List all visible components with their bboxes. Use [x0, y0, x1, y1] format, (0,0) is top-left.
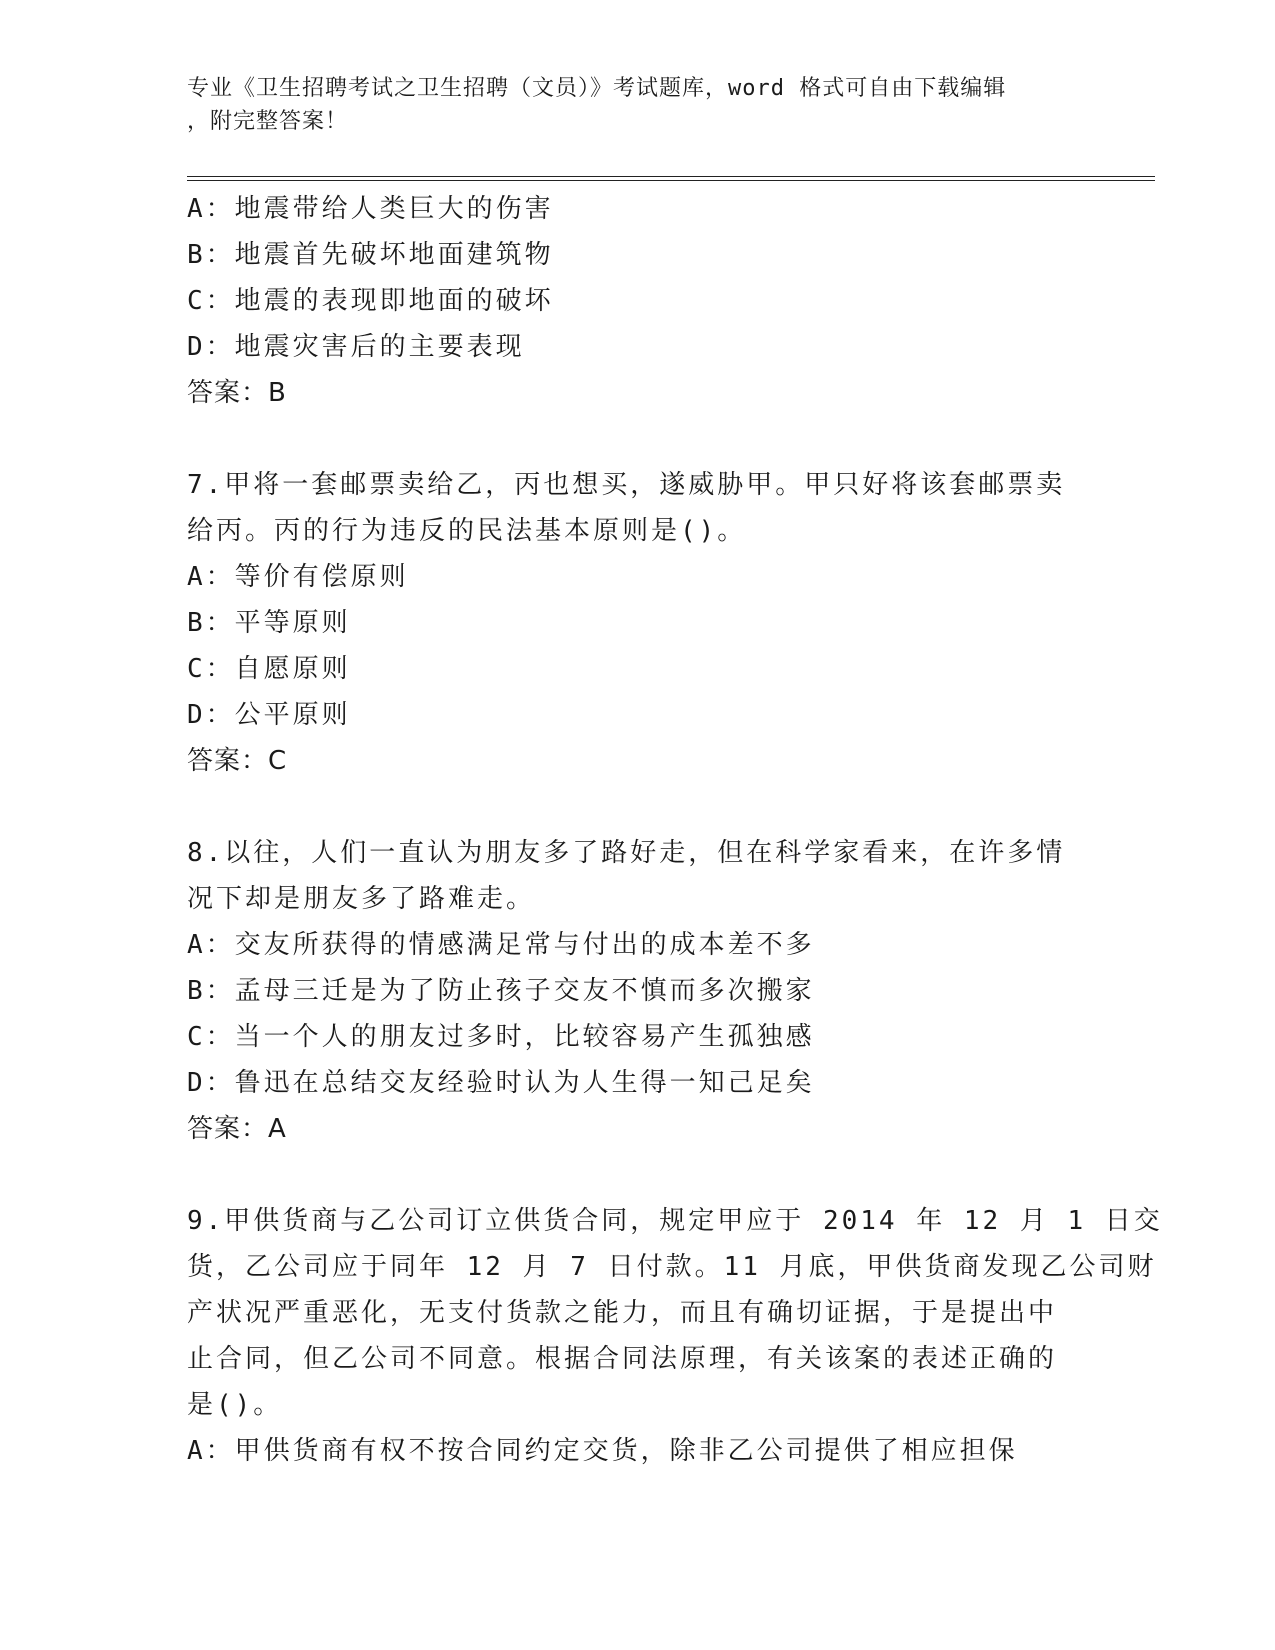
option-a: A：地震带给人类巨大的伤害	[187, 194, 554, 224]
question-stem-line: 9.甲供货商与乙公司订立供货合同，规定甲应于 2014 年 12 月 1 日交	[187, 1206, 1163, 1236]
option-d: D：鲁迅在总结交友经验时认为人生得一知己足矣	[187, 1068, 815, 1098]
question-stem-line: 货，乙公司应于同年 12 月 7 日付款。11 月底，甲供货商发现乙公司财	[187, 1252, 1157, 1282]
question-stem-line: 止合同，但乙公司不同意。根据合同法原理，有关该案的表述正确的	[187, 1344, 1058, 1374]
option-a: A：甲供货商有权不按合同约定交货，除非乙公司提供了相应担保	[187, 1436, 1018, 1466]
question-9	[187, 1198, 1163, 1474]
option-a: A：等价有偿原则	[187, 562, 409, 592]
header-line-2: ，附完整答案！	[187, 109, 349, 134]
answer: 答案：A	[187, 1114, 287, 1144]
question-8	[187, 830, 1087, 1152]
document-header	[187, 72, 1087, 138]
option-c: C：地震的表现即地面的破坏	[187, 286, 554, 316]
option-d: D：地震灾害后的主要表现	[187, 332, 525, 362]
question-stem-line: 给丙。丙的行为违反的民法基本原则是()。	[187, 516, 747, 546]
header-line-1: 专业《卫生招聘考试之卫生招聘（文员）》考试题库，word 格式可自由下载编辑	[187, 76, 1007, 101]
option-b: B：平等原则	[187, 608, 351, 638]
question-stem-line: 8.以往，人们一直认为朋友多了路好走，但在科学家看来，在许多情	[187, 838, 1066, 868]
option-b: B：地震首先破坏地面建筑物	[187, 240, 554, 270]
question-6	[187, 186, 1087, 416]
option-d: D：公平原则	[187, 700, 351, 730]
question-stem-line: 产状况严重恶化，无支付货款之能力，而且有确切证据，于是提出中	[187, 1298, 1058, 1328]
header-divider	[187, 176, 1155, 181]
option-b: B：孟母三迁是为了防止孩子交友不慎而多次搬家	[187, 976, 815, 1006]
option-c: C：自愿原则	[187, 654, 351, 684]
question-content	[187, 186, 1163, 1474]
answer: 答案：C	[187, 746, 288, 776]
option-a: A：交友所获得的情感满足常与付出的成本差不多	[187, 930, 815, 960]
question-stem-line: 7.甲将一套邮票卖给乙，丙也想买，遂威胁甲。甲只好将该套邮票卖	[187, 470, 1066, 500]
question-stem-line: 况下却是朋友多了路难走。	[187, 884, 536, 914]
answer: 答案：B	[187, 378, 287, 408]
question-stem-line: 是()。	[187, 1390, 283, 1420]
question-7	[187, 462, 1087, 784]
option-c: C：当一个人的朋友过多时，比较容易产生孤独感	[187, 1022, 815, 1052]
